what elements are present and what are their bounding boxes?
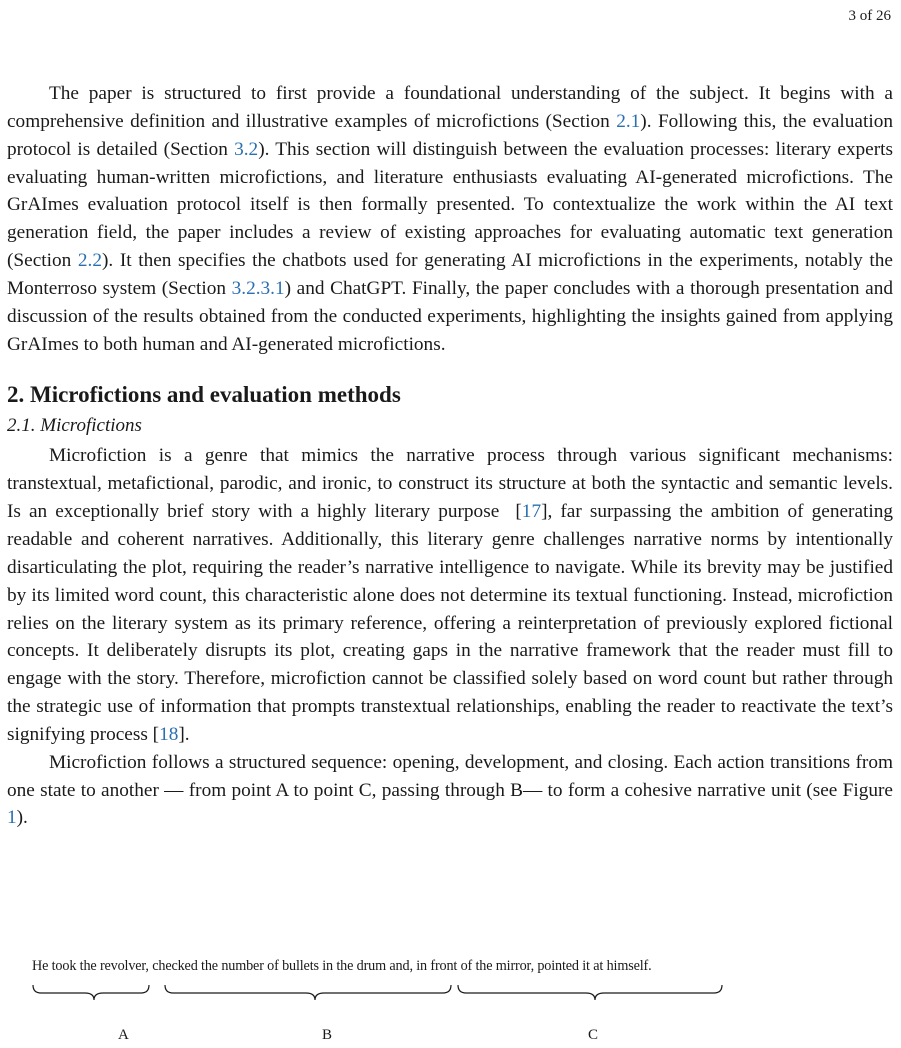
body-paragraph: Microfiction is a genre that mimics the narrative process through various significant mechanisms: transtextual, metafictional, parodic, and ironic, to construct its structure at both the syntactic and semantic levels. Is an exceptionally brief story with a highly literary purpose [17], far surpassing the ambition of generating readable and coherent narratives. Additionally, this literary genre challenges narrative norms by intentionally disarticulating the plot, requiring the reader’s narrative intelligence to navigate. While its brevity may be justified by its limited word count, this characteristic alone does not determine its textual functioning. Instead, microfiction relies on the literary system as its primary reference, offering a reinterpretation of previously explored fictional concepts. It deliberately disrupts its plot, creating gaps in the narrative framework that the reader must fill to engage with the story. Therefore, microfiction cannot be classified solely based on word count but rather through the strategic use of information that prompts transtextual relationships, enabling the reader to reactivate the text’s signifying process [18]. <box>7 445 893 745</box>
subsection-heading: 2.1. Microfictions <box>7 415 142 437</box>
figure-link[interactable]: 1 <box>7 807 17 829</box>
page-number: 3 of 26 <box>848 8 891 24</box>
section-heading: 2. Microfictions and evaluation methods <box>7 382 401 408</box>
section-link[interactable]: 2.2 <box>77 250 102 272</box>
section-link[interactable]: 3.2.3.1 <box>231 277 285 299</box>
brace-a <box>33 985 149 1000</box>
brace-c <box>458 985 722 1000</box>
citation-link[interactable]: 18 <box>159 723 179 745</box>
section-link[interactable]: 3.2 <box>234 138 259 160</box>
label-c: C <box>588 1027 599 1043</box>
label-b: B <box>322 1027 333 1043</box>
figure-sentence: He took the revolver, checked the number of bullets in the drum and, in front of the mirror, pointed it at himself. <box>32 958 652 974</box>
intro-paragraph: The paper is structured to first provide a foundational understanding of the subject. It begins with a comprehensive definition and illustrative examples of microfictions (Section 2.1). Following this, the evaluation protocol is detailed (Section 3.2). This section will distinguish between the evaluation processes: literary experts evaluating human-written microfictions, and literature enthusiasts evaluating AI-generated microfictions. The GrAImes evaluation protocol itself is then formally presented. To contextualize the work within the AI text generation field, the paper includes a review of existing approaches for evaluating automatic text generation (Section 2.2). It then specifies the chatbots used for generating AI microfictions in the experiments, notably the Monterroso system (Section 3.2.3.1) and ChatGPT. Finally, the paper concludes with a thorough presentation and discussion of the results obtained from the conducted experiments, highlighting the insights gained from applying GrAImes to both human and AI-generated microfictions. <box>7 83 893 355</box>
figure-1 <box>0 950 901 1048</box>
label-a: A <box>118 1027 129 1043</box>
body-paragraph: Microfiction follows a structured sequence: opening, development, and closing. Each action transitions from one state to another — from point A to point C, passing through B— to form a cohesive narrative unit (see Figure 1). <box>7 751 893 829</box>
brace-diagram <box>0 950 901 1048</box>
brace-b <box>165 985 451 1000</box>
section-link[interactable]: 2.1 <box>616 110 641 132</box>
main-content <box>7 80 893 832</box>
citation-link[interactable]: 17 <box>521 501 542 523</box>
